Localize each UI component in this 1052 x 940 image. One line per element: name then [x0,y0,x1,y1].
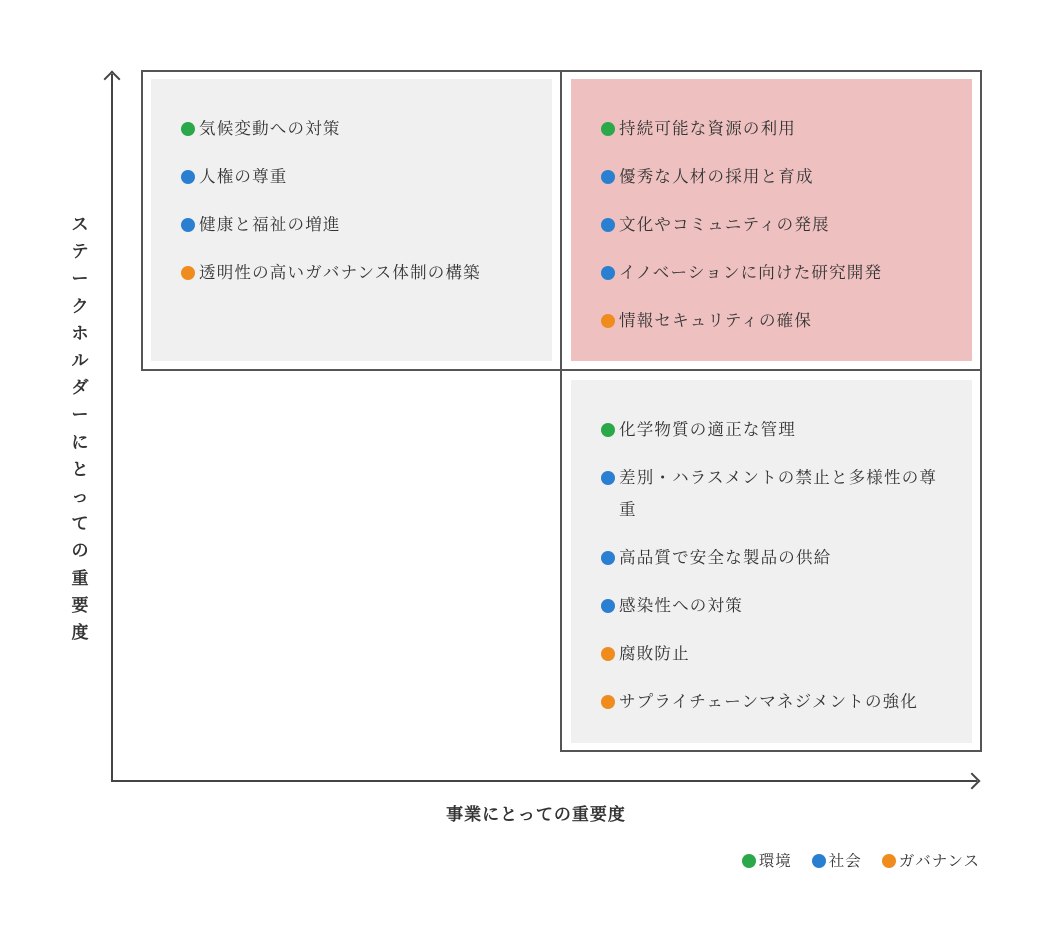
legend-item-social [812,849,862,871]
issue-item [601,542,944,574]
social-dot-icon [601,551,615,565]
issue-label: 人権の尊重 [199,167,288,186]
frame-divider-vertical [560,70,562,752]
legend-label: 社会 [828,852,862,870]
social-dot-icon [181,218,195,232]
issue-label: 化学物質の適正な管理 [619,420,796,439]
quadrant-top-left [151,79,552,361]
frame-right [980,70,982,752]
issue-item [601,686,944,718]
issue-item [181,209,524,241]
issue-label: 腐敗防止 [619,644,690,663]
issue-label: 文化やコミュニティの発展 [619,215,830,234]
frame-left [141,70,143,371]
issue-item [601,161,944,193]
social-dot-icon [601,266,615,280]
issue-label: サプライチェーンマネジメントの強化 [619,692,919,711]
issue-item [601,414,944,446]
governance-dot-icon [181,266,195,280]
issue-label: 感染性への対策 [619,596,743,615]
issue-item [181,161,524,193]
social-dot-icon [601,471,615,485]
issue-item [601,257,944,289]
y-axis-arrow-icon [104,71,121,88]
issue-label: 気候変動への対策 [199,119,341,138]
governance-dot-icon [601,647,615,661]
issue-label: 差別・ハラスメントの禁止と多様性の尊重 [619,468,938,519]
governance-dot-icon [601,314,615,328]
social-dot-icon [601,170,615,184]
social-dot-icon [601,599,615,613]
quadrant-top-right [571,79,972,361]
issue-item [601,305,944,337]
issue-item [601,113,944,145]
x-axis-arrow-icon [964,773,981,790]
quadrant-bottom-right [571,380,972,743]
y-axis-label: ス テ ー ク ホ ル ダ ー に と っ て の 重 要 度 [71,215,89,644]
issue-item [181,113,524,145]
social-dot-icon [181,170,195,184]
environment-dot-icon [601,122,615,136]
governance-dot-icon [882,854,896,868]
legend [742,849,980,871]
issue-label: 優秀な人材の採用と育成 [619,167,814,186]
issue-label: 高品質で安全な製品の供給 [619,548,832,567]
issue-item [601,462,944,526]
social-dot-icon [812,854,826,868]
environment-dot-icon [181,122,195,136]
issue-label: 情報セキュリティの確保 [619,311,813,330]
legend-item-environment [742,849,792,871]
legend-label: 環境 [758,852,792,870]
issue-item [601,590,944,622]
issue-item [601,638,944,670]
legend-item-governance [882,849,980,871]
issue-label: 持続可能な資源の利用 [619,119,796,138]
social-dot-icon [601,218,615,232]
environment-dot-icon [742,854,756,868]
environment-dot-icon [601,423,615,437]
issue-label: イノベーションに向けた研究開発 [619,263,883,282]
frame-bottom [560,750,982,752]
issue-label: 健康と福祉の増進 [199,215,341,234]
legend-label: ガバナンス [898,852,980,870]
x-axis [111,780,977,782]
x-axis-label: 事業にとっての重要度 [446,805,626,825]
issue-label: 透明性の高いガバナンス体制の構築 [199,263,481,282]
issue-item [601,209,944,241]
governance-dot-icon [601,695,615,709]
issue-item [181,257,524,289]
y-axis [111,74,113,782]
